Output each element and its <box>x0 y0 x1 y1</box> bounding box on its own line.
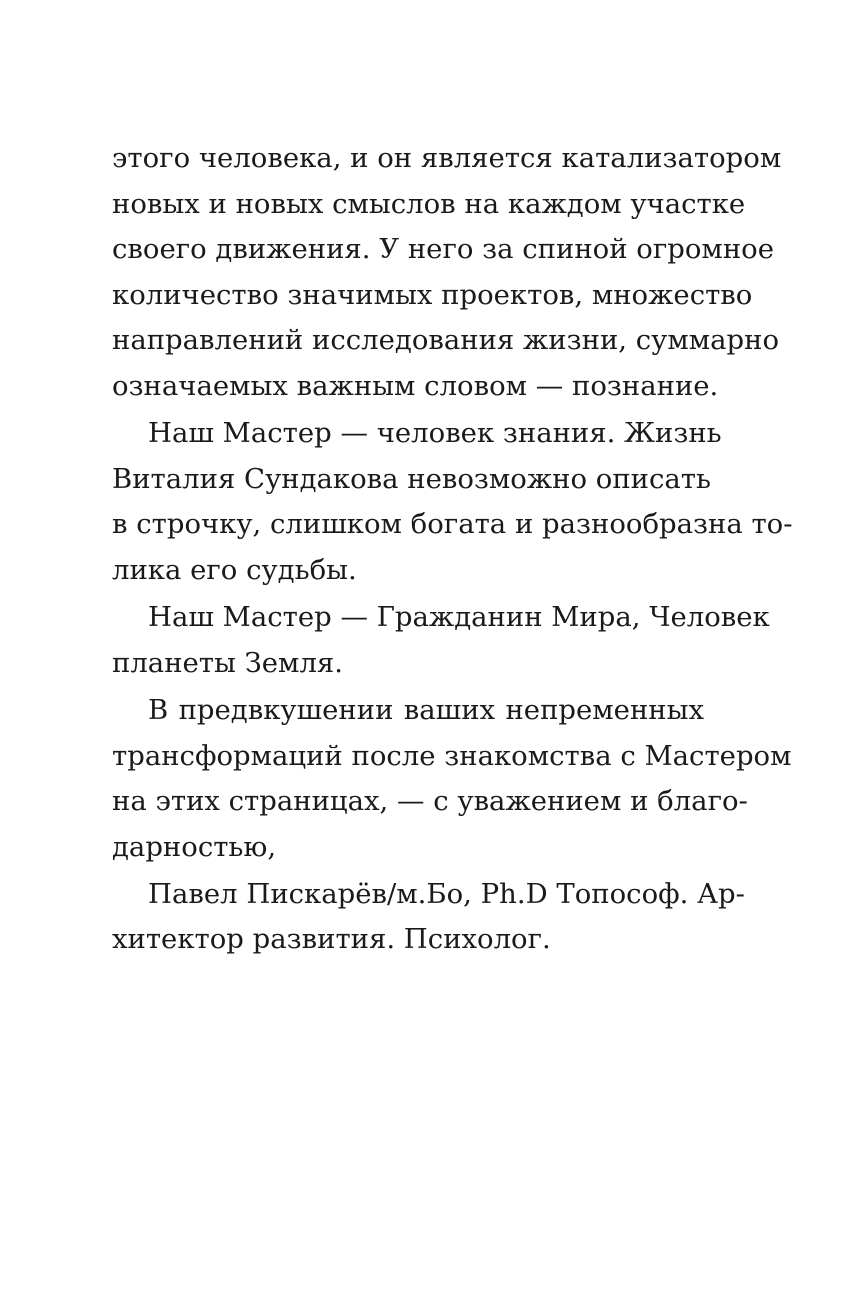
text-line: планеты Земля. <box>112 646 343 679</box>
paragraph <box>112 872 745 963</box>
paragraph <box>112 411 793 593</box>
text-line: в строчку, слишком богата и разнообразна то- <box>112 508 793 541</box>
text-line: Павел Пискарёв/м.Бо, Ph.D Топософ. Ар- <box>148 877 745 910</box>
paragraph <box>112 136 782 410</box>
text-line: новых и новых смыслов на каждом участке <box>112 187 746 220</box>
text-line: своего движения. У него за спиной огромное <box>112 233 774 266</box>
text-line: означаемых важным словом — познание. <box>112 369 719 402</box>
text-line: хитектор развития. Психолог. <box>112 923 551 956</box>
text-line: направлений исследования жизни, суммарно <box>112 324 780 357</box>
text-line: этого человека, и он является катализатором <box>112 142 782 174</box>
text-line: Наш Мастер — человек знания. Жизнь <box>148 417 722 450</box>
text-line: Наш Мастер — Гражданин Мира, Человек <box>148 601 770 634</box>
text-line: дарностью, <box>112 830 277 863</box>
text-line: количество значимых проектов, множество <box>112 278 753 311</box>
text-line: Виталия Сундакова невозможно описать <box>112 462 711 495</box>
body-text <box>112 136 793 963</box>
text-line: В предвкушении ваших непременных <box>148 693 704 726</box>
text-line: на этих страницах, — с уважением и благо- <box>112 785 748 818</box>
text-line: лика его судьбы. <box>112 553 357 586</box>
text-line: трансформаций после знакомства с Мастером <box>112 739 792 772</box>
paragraph <box>112 595 770 686</box>
paragraph <box>112 688 792 870</box>
